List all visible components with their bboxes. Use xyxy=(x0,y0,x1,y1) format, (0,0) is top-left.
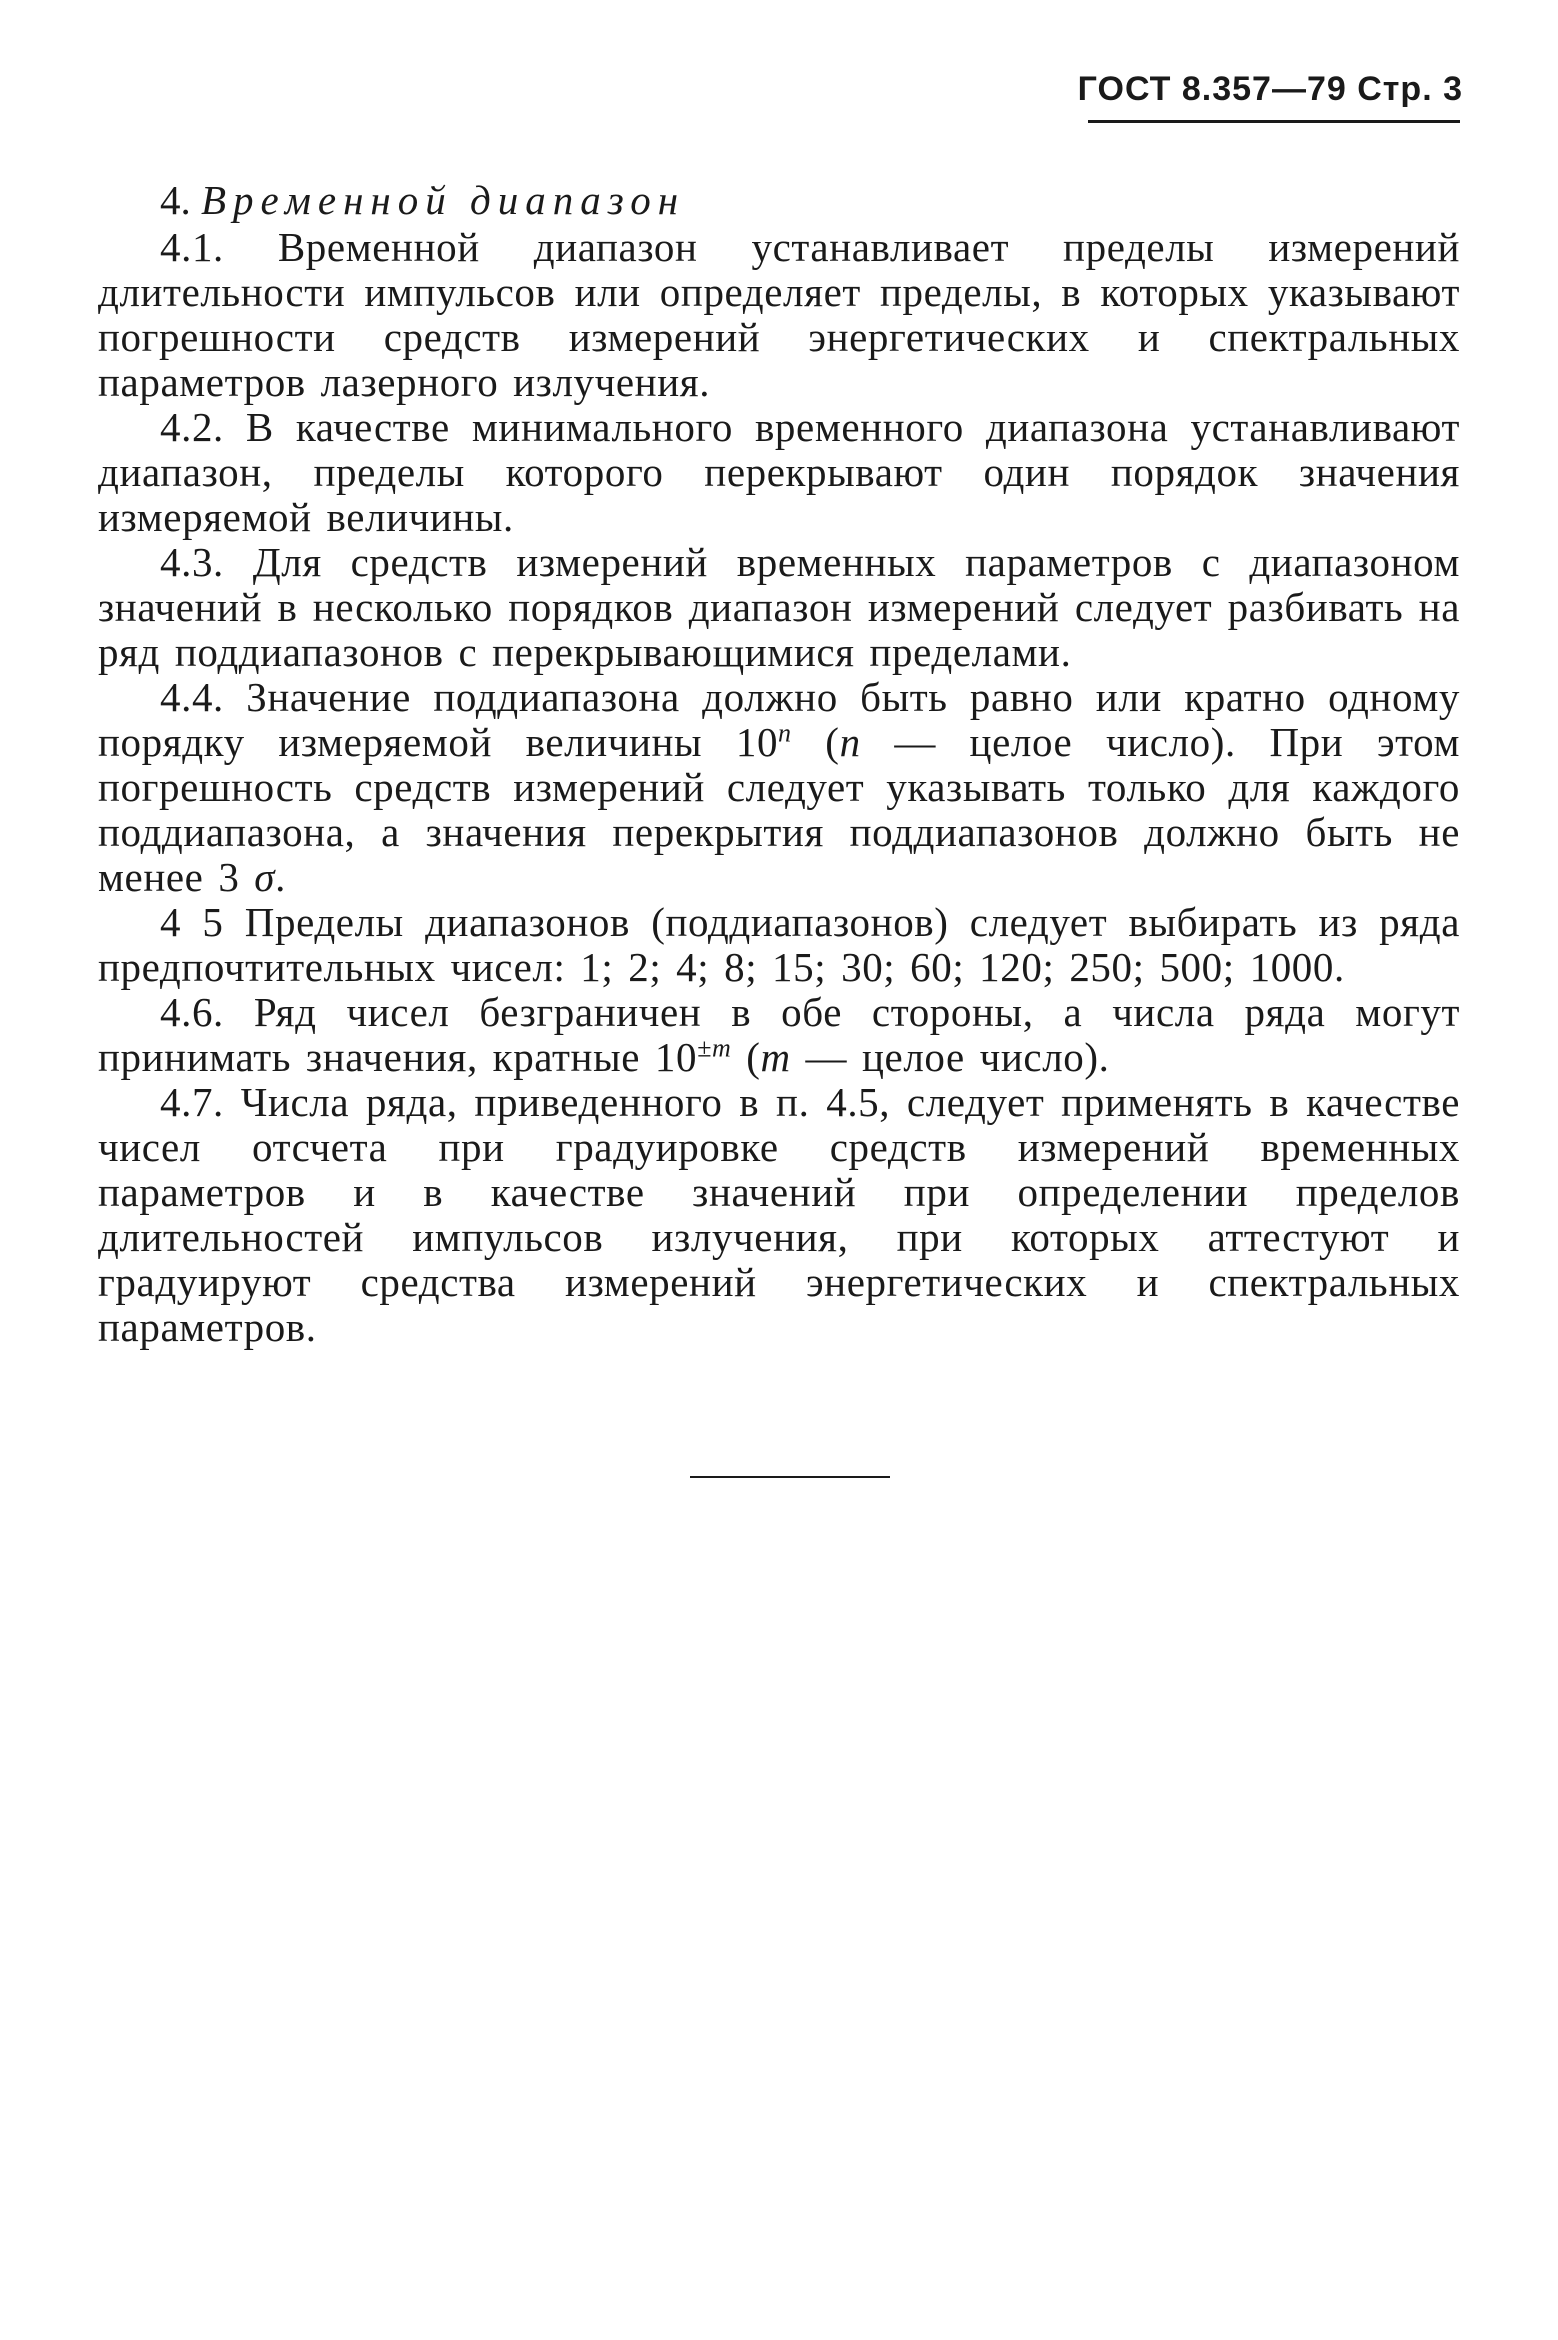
section-number: 4. xyxy=(160,177,191,223)
paragraph-4-4-text-d: . xyxy=(275,854,286,900)
paragraph-4-3: 4.3. Для средств измерений временных параметров с диапазоном значений в несколько порядков диапазон измерений следует разбивать на ряд поддиапазонов с перекрывающимися пределами. xyxy=(98,539,1460,675)
paragraph-4-4-text-b: ( xyxy=(791,719,840,765)
variable-n: n xyxy=(839,719,861,765)
paragraph-4-6-text-b: ( xyxy=(731,1034,761,1080)
paragraph-4-5: 4 5 Пределы диапазонов (поддиапазонов) следует выбирать из ряда предпочтительных чисел: 1; 2; 4; 8; 15; 30; 60; 120; 250; 500; 1000. xyxy=(98,899,1460,990)
running-header: ГОСТ 8.357—79 Стр. 3 xyxy=(1077,70,1463,108)
paragraph-4-6-text-c: — целое число). xyxy=(790,1034,1110,1080)
paragraph-4-4-text-c: — целое число). При этом погрешность средств измерений следует указывать только для каждого поддиапазона, а значения перекрытия поддиапазонов должно быть не менее 3 xyxy=(98,719,1460,900)
document-body xyxy=(98,178,1460,1350)
paragraph-4-6 xyxy=(98,990,1460,1080)
header-rule xyxy=(1088,120,1460,123)
exponent-pm-m: ±m xyxy=(697,1033,732,1063)
section-title xyxy=(98,178,1460,223)
exponent-n: n xyxy=(778,718,792,748)
paragraph-4-6-text-a: 4.6. Ряд чисел безграничен в обе стороны, а числа ряда могут принимать значения, кратные 10 xyxy=(98,989,1460,1080)
paragraph-4-7: 4.7. Числа ряда, приведенного в п. 4.5, следует применять в качестве чисел отсчета при градуировке средств измерений временных параметров и в качестве значений при определении пределов длительностей импульсов излучения, при которых аттестуют и градуируют средства измерений энергетических и спектральных параметров. xyxy=(98,1079,1460,1350)
paragraph-4-4 xyxy=(98,675,1460,900)
variable-m: m xyxy=(760,1034,791,1080)
paragraph-4-1: 4.1. Временной диапазон устанавливает пределы измерений длительности импульсов или определяет пределы, в которых указывают погрешности средств измерений энергетических и спектральных параметров лазерного излучения. xyxy=(98,224,1460,405)
paragraph-4-4-text-a: 4.4. Значение поддиапазона должно быть равно или кратно одному порядку измеряемой величины 10 xyxy=(98,674,1460,765)
sigma-symbol: σ xyxy=(254,854,276,900)
end-of-text-rule xyxy=(690,1476,890,1478)
paragraph-4-2: 4.2. В качестве минимального временного диапазона устанавливают диапазон, пределы которого перекрывают один порядок значения измеряемой величины. xyxy=(98,404,1460,540)
section-title-text: Временной диапазон xyxy=(201,177,686,223)
